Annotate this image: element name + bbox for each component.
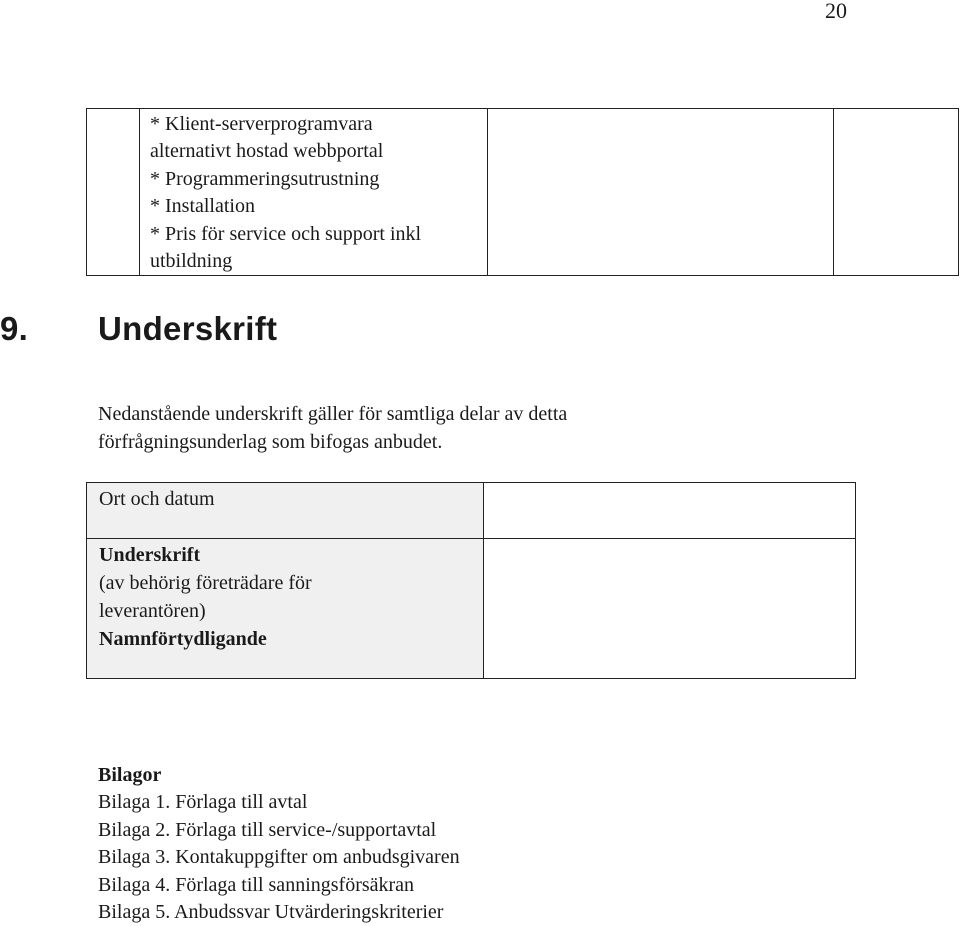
table-cell-empty — [87, 109, 140, 276]
description-line: * Pris för service och support inkl — [150, 222, 422, 245]
page-number: 20 — [825, 0, 847, 23]
place-date-label: Ort och datum — [99, 488, 215, 510]
section-title: Underskrift — [98, 310, 278, 347]
description-line: utbildning — [150, 250, 233, 273]
signature-label-cell — [87, 539, 484, 679]
description-lines — [140, 109, 487, 275]
description-line: * Klient-serverprogramvara — [150, 113, 373, 135]
intro-line: förfrågningsunderlag som bifogas anbudet. — [98, 431, 443, 453]
table-row — [87, 483, 856, 539]
section-number: 9. — [0, 310, 29, 347]
description-line: * Programmeringsutrustning — [150, 167, 380, 190]
place-date-label-cell — [87, 483, 484, 539]
attachment-item: Bilaga 2. Förlaga till service-/supportavtal — [98, 818, 437, 841]
attachment-item: Bilaga 3. Kontakuppgifter om anbudsgivaren — [98, 846, 460, 869]
attachment-item: Bilaga 1. Förlaga till avtal — [98, 791, 308, 814]
pricing-table — [86, 108, 959, 276]
description-line: alternativt hostad webbportal — [150, 140, 384, 163]
signature-label: Underskrift — [99, 544, 201, 566]
attachment-item: Bilaga 5. Anbudssvar Utvärderingskriterier — [98, 901, 444, 924]
table-row — [87, 539, 856, 679]
name-clarification-label: Namnförtydligande — [99, 628, 267, 650]
section-intro — [98, 400, 798, 456]
signature-label-block — [87, 539, 483, 653]
table-cell-empty — [488, 109, 834, 276]
table-cell-description — [140, 109, 488, 276]
attachments-heading: Bilagor — [98, 764, 162, 786]
signature-table — [86, 482, 856, 679]
table-cell-empty — [834, 109, 959, 276]
table-row — [87, 109, 959, 276]
attachment-item: Bilaga 4. Förlaga till sanningsförsäkran — [98, 873, 415, 896]
place-date-field[interactable] — [484, 483, 856, 539]
attachments-list — [98, 762, 460, 926]
section-heading — [0, 310, 277, 348]
signature-note: (av behörig företrädare för — [99, 572, 312, 594]
intro-line: Nedanstående underskrift gäller för samtliga delar av detta — [98, 403, 568, 425]
signature-field[interactable] — [484, 539, 856, 679]
signature-note: leverantören) — [99, 600, 206, 622]
description-line: * Installation — [150, 195, 255, 218]
